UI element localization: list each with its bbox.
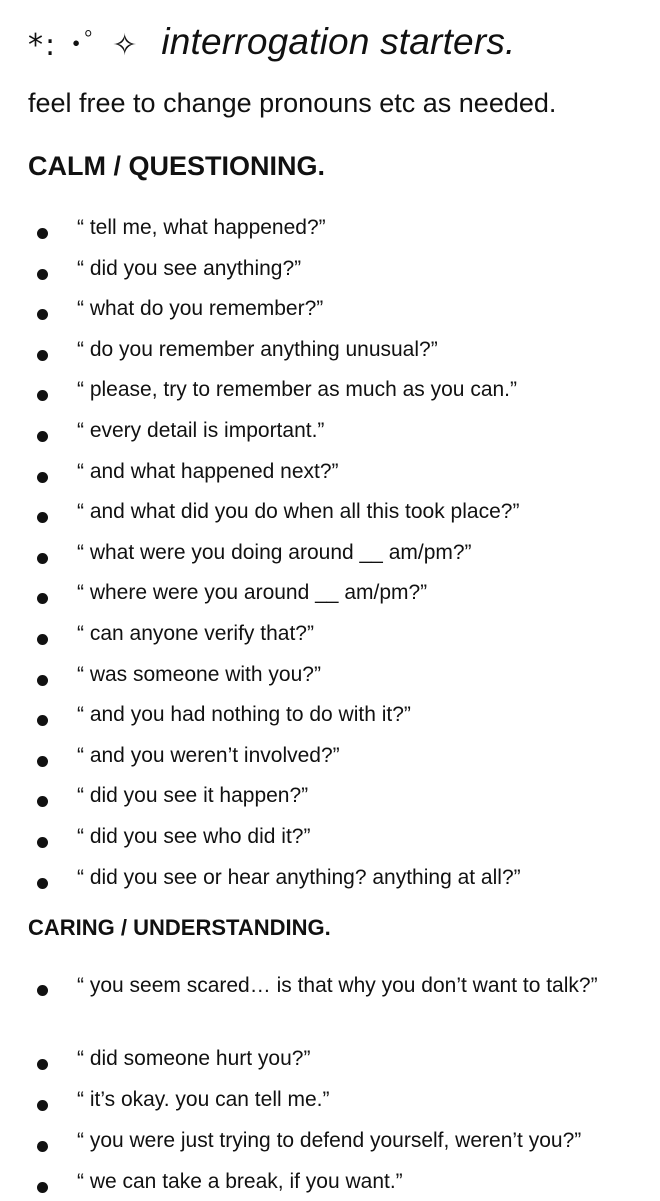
bullet-icon: [37, 837, 48, 848]
list-item-text: “ did you see it happen?”: [77, 784, 309, 808]
list-item: [0, 655, 660, 696]
bullet-icon: [37, 1141, 48, 1152]
list-item-text: “ we can take a break, if you want.”: [77, 1170, 403, 1193]
bullet-icon: [37, 553, 48, 564]
list-item: [0, 963, 660, 1037]
bullet-icon: [37, 593, 48, 604]
list-item-text: “ and what happened next?”: [77, 459, 339, 483]
list-item: [0, 208, 660, 249]
list-item: [0, 370, 660, 411]
list-item-text: “ it’s okay. you can tell me.”: [77, 1088, 330, 1111]
bullet-icon: [37, 878, 48, 889]
bullet-icon: [37, 796, 48, 807]
bullet-icon: [37, 431, 48, 442]
list-item: [0, 411, 660, 452]
subtitle: feel free to change pronouns etc as needed.: [28, 88, 557, 118]
list-item: [0, 533, 660, 574]
bullet-icon: [37, 309, 48, 320]
list-item: [0, 1078, 660, 1119]
bullet-icon: [37, 1100, 48, 1111]
bullet-icon: [37, 634, 48, 645]
bullet-icon: [37, 985, 48, 996]
list-item: [0, 573, 660, 614]
list-item: [0, 614, 660, 655]
list-item-text: “ and what did you do when all this took place?”: [77, 500, 520, 524]
list-item-text: “ where were you around __ am/pm?”: [77, 581, 428, 605]
bullet-icon: [37, 756, 48, 767]
list-item-text: “ please, try to remember as much as you can.”: [77, 378, 518, 402]
bullet-icon: [37, 1059, 48, 1070]
bullet-icon: [37, 472, 48, 483]
bullet-icon: [37, 228, 48, 239]
title-row: [28, 14, 516, 70]
list-item-text: “ did you see who did it?”: [77, 824, 311, 848]
list-item-text: “ what were you doing around __ am/pm?”: [77, 540, 472, 564]
bullet-icon: [37, 269, 48, 280]
bullet-icon: [37, 390, 48, 401]
list-item: [0, 492, 660, 533]
list-item-text: “ did you see anything?”: [77, 256, 302, 280]
list-item: [0, 1119, 660, 1160]
list-item: [0, 1160, 660, 1201]
list-item: [0, 858, 660, 899]
list-item-text: “ every detail is important.”: [77, 418, 325, 442]
list-item: [0, 249, 660, 290]
list-item-text: “ you seem scared… is that why you don’t want to talk?”: [77, 974, 598, 997]
list-item-text: “ did someone hurt you?”: [77, 1047, 311, 1070]
list-item: [0, 452, 660, 493]
page-title: interrogation starters.: [161, 21, 516, 62]
list-item-text: “ was someone with you?”: [77, 662, 321, 686]
sparkle-decoration: *: ･ﾟ ✧: [28, 28, 140, 63]
calm-questioning-list: [0, 208, 660, 898]
section-heading-calm-questioning: CALM / QUESTIONING.: [28, 151, 325, 181]
list-item: [0, 817, 660, 858]
list-item-text: “ do you remember anything unusual?”: [77, 337, 438, 361]
list-item: [0, 1037, 660, 1078]
bullet-icon: [37, 1182, 48, 1193]
list-item-text: “ and you weren’t involved?”: [77, 743, 340, 767]
bullet-icon: [37, 512, 48, 523]
bullet-icon: [37, 715, 48, 726]
list-item-text: “ and you had nothing to do with it?”: [77, 703, 411, 727]
bullet-icon: [37, 350, 48, 361]
list-item: [0, 776, 660, 817]
list-item-text: “ did you see or hear anything? anything at all?”: [77, 865, 521, 889]
list-item: [0, 736, 660, 777]
list-item-text: “ you were just trying to defend yourself, weren’t you?”: [77, 1129, 582, 1152]
caring-understanding-list: [0, 963, 660, 1201]
list-item: [0, 330, 660, 371]
list-item-text: “ what do you remember?”: [77, 297, 324, 321]
list-item: [0, 289, 660, 330]
list-item: [0, 695, 660, 736]
list-item-text: “ can anyone verify that?”: [77, 621, 314, 645]
section-heading-caring-understanding: CARING / UNDERSTANDING.: [28, 915, 331, 940]
bullet-icon: [37, 675, 48, 686]
list-item-text: “ tell me, what happened?”: [77, 216, 326, 239]
